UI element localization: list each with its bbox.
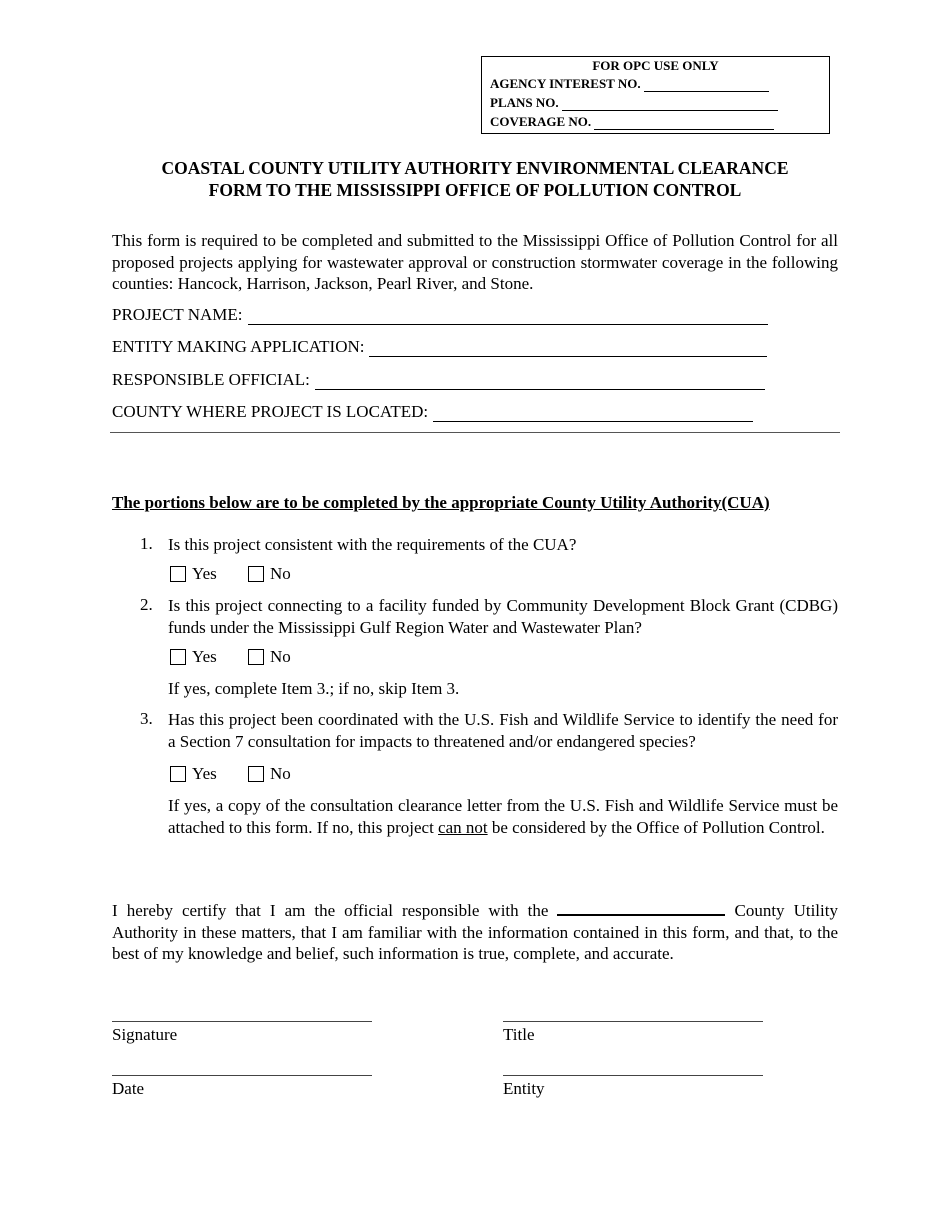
q3-no-checkbox[interactable] [248, 766, 264, 782]
entity-row [112, 335, 767, 357]
form-title-line1: COASTAL COUNTY UTILITY AUTHORITY ENVIRONMENTAL CLEARANCE [161, 158, 789, 178]
agency-interest-row [490, 76, 769, 92]
q2-yes-label: Yes [192, 647, 217, 666]
q3-yes-label: Yes [192, 764, 217, 783]
form-title [112, 157, 838, 201]
plans-no-row [490, 95, 778, 111]
project-name-input[interactable] [248, 308, 768, 325]
certification-part1: I hereby certify that I am the official responsible with the [112, 901, 558, 920]
q2-note: If yes, complete Item 3.; if no, skip Item 3. [168, 679, 460, 698]
project-name-row [112, 303, 768, 325]
plans-no-input[interactable] [562, 98, 778, 111]
q2-no-label: No [270, 647, 291, 666]
form-title-line2: FORM TO THE MISSISSIPPI OFFICE OF POLLUTION CONTROL [208, 180, 742, 200]
q2-no-option[interactable] [248, 647, 291, 667]
divider [110, 432, 840, 433]
opc-use-box [481, 56, 830, 134]
entity-signature-line[interactable] [503, 1075, 763, 1076]
county-label: COUNTY WHERE PROJECT IS LOCATED: [112, 402, 429, 421]
official-label: RESPONSIBLE OFFICIAL: [112, 370, 310, 389]
q3-note-part2: be considered by the Office of Pollution Control. [487, 817, 825, 837]
coverage-no-input[interactable] [594, 117, 774, 130]
coverage-no-row [490, 114, 774, 130]
title-line[interactable] [503, 1021, 763, 1022]
date-line[interactable] [112, 1075, 372, 1076]
q1-no-checkbox[interactable] [248, 566, 264, 582]
entity-signature-label: Entity [503, 1079, 545, 1098]
cua-name-input[interactable] [557, 900, 725, 916]
intro-paragraph: This form is required to be completed and submitted to the Mississippi Office of Pollution Control for all proposed projects applying for wastewater approval or construction stormwater coverage in the following counties: Hancock, Harrison, Jackson, Pearl River, and Stone. [112, 231, 838, 293]
opc-heading: FOR OPC USE ONLY [592, 58, 719, 73]
agency-interest-input[interactable] [644, 79, 769, 92]
q3-note-cannot: can not [438, 817, 488, 837]
official-row [112, 368, 765, 390]
title-label: Title [503, 1025, 535, 1044]
agency-interest-label: AGENCY INTEREST NO. [490, 76, 641, 91]
q2-no-checkbox[interactable] [248, 649, 264, 665]
q1-yes-option[interactable] [170, 564, 217, 584]
project-name-label: PROJECT NAME: [112, 305, 243, 324]
question-2-text: Is this project connecting to a facility funded by Community Development Block Grant (CDBG) funds under the Mississippi Gulf Region Water and Wastewater Plan? [168, 596, 838, 637]
date-label: Date [112, 1079, 145, 1098]
county-row [112, 400, 753, 422]
q3-note-part1: If yes, a copy of the consultation clearance letter from the U.S. Fish and Wildlife Service must be attached to this form. If no, this project [168, 796, 838, 837]
question-2-number: 2. [140, 595, 153, 614]
signature-line[interactable] [112, 1021, 372, 1022]
q3-no-label: No [270, 764, 291, 783]
q2-yes-checkbox[interactable] [170, 649, 186, 665]
q1-no-option[interactable] [248, 564, 291, 584]
certification-paragraph [112, 900, 838, 965]
q2-yes-option[interactable] [170, 647, 217, 667]
q3-no-option[interactable] [248, 764, 291, 784]
question-3-text: Has this project been coordinated with the U.S. Fish and Wildlife Service to identify the need for a Section 7 consultation for impacts to threatened and/or endangered species? [168, 710, 838, 751]
county-input[interactable] [433, 405, 753, 422]
coverage-no-label: COVERAGE NO. [490, 114, 592, 129]
question-1-number: 1. [140, 534, 153, 553]
entity-label: ENTITY MAKING APPLICATION: [112, 337, 365, 356]
q1-yes-checkbox[interactable] [170, 566, 186, 582]
certification-part2: County Utility Authority in these matters, that I am familiar with the information contained in this form, and that, to the best of my knowledge and belief, such information is true, complete, and accurate. [112, 901, 838, 963]
q3-note [168, 795, 838, 838]
official-input[interactable] [315, 373, 765, 390]
q3-yes-checkbox[interactable] [170, 766, 186, 782]
question-1-text: Is this project consistent with the requirements of the CUA? [168, 535, 577, 554]
cua-section-heading: The portions below are to be completed by the appropriate County Utility Authority(CUA) [112, 493, 770, 512]
signature-label: Signature [112, 1025, 178, 1044]
entity-input[interactable] [369, 340, 767, 357]
q1-yes-label: Yes [192, 564, 217, 583]
q3-yes-option[interactable] [170, 764, 217, 784]
plans-no-label: PLANS NO. [490, 95, 559, 110]
q1-no-label: No [270, 564, 291, 583]
question-3-number: 3. [140, 709, 153, 728]
